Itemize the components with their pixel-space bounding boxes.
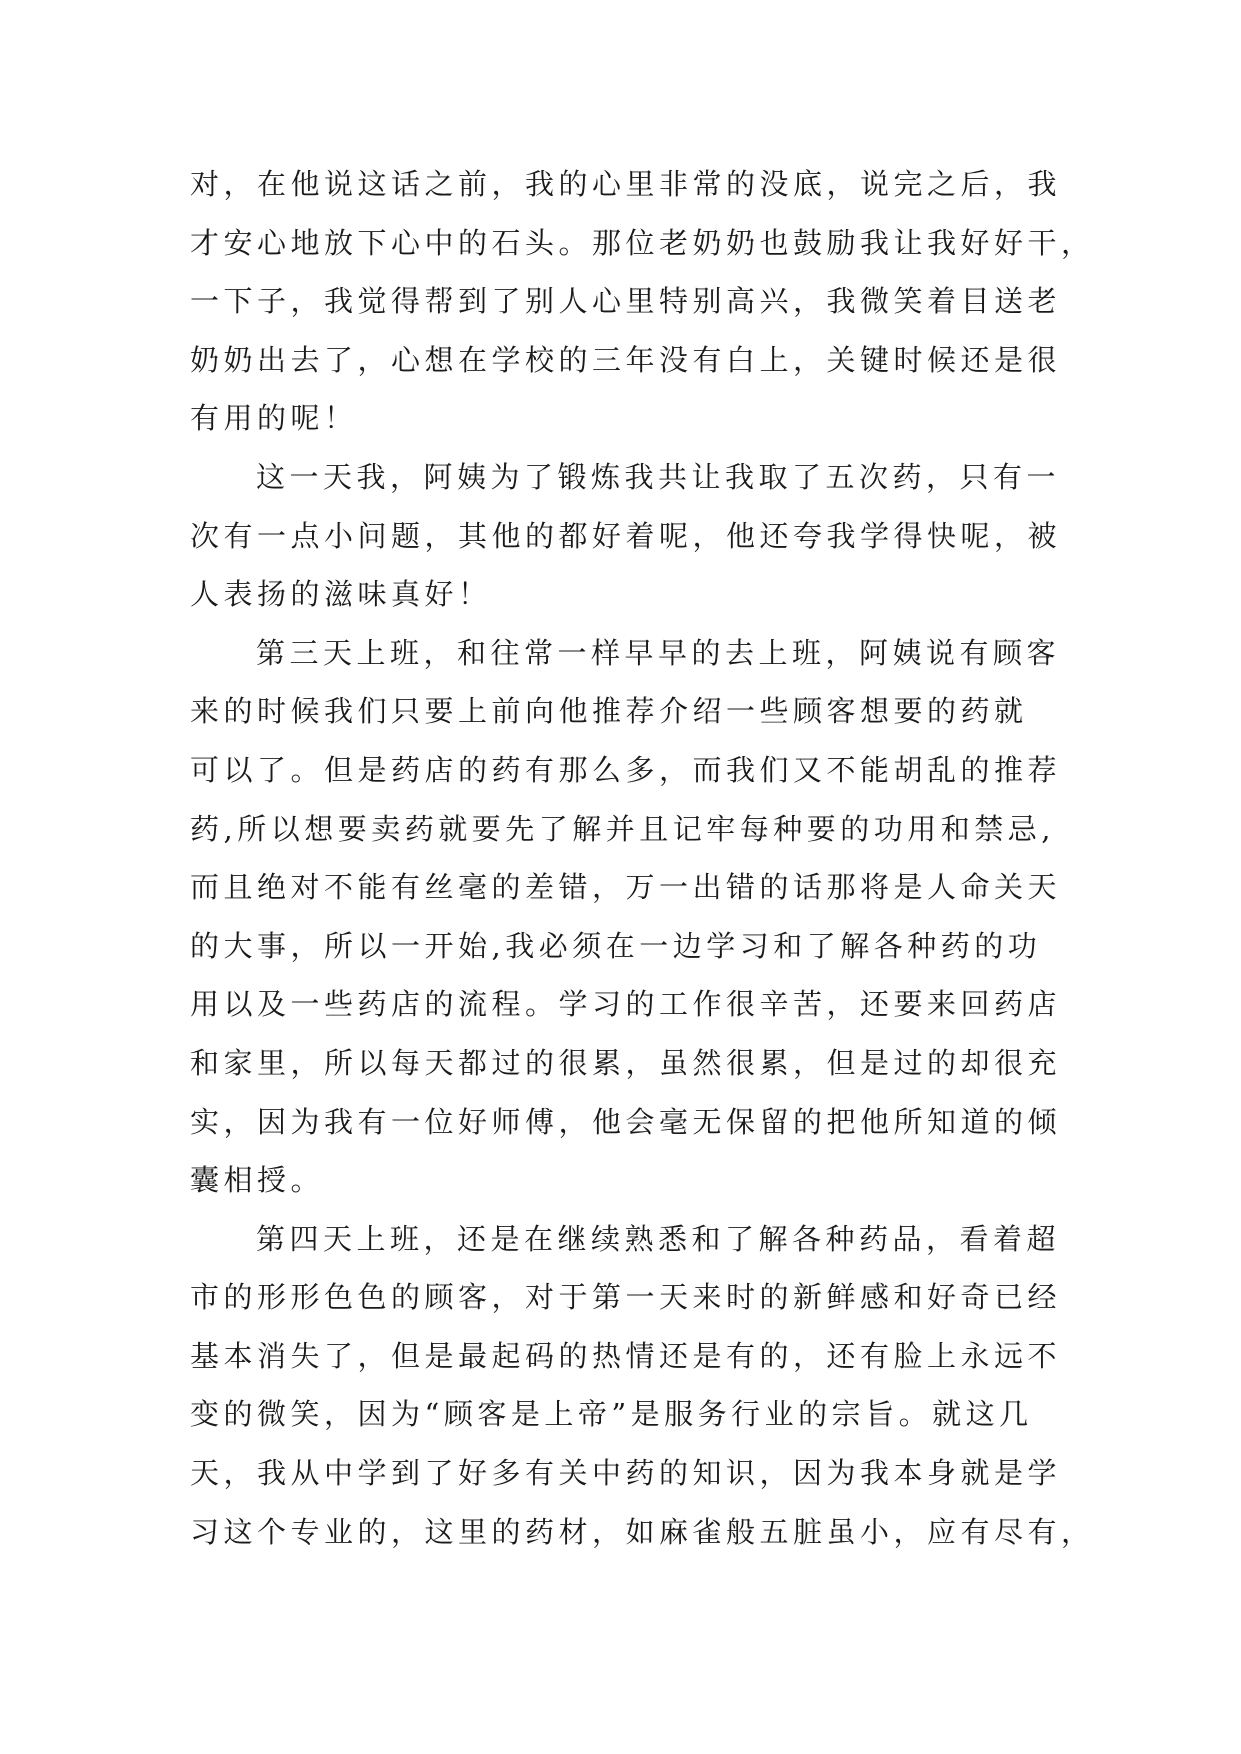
text-line: 囊相授。 (190, 1163, 325, 1198)
text-line: 有用的呢！ (190, 401, 358, 436)
text-line: 用以及一些药店的流程。学习的工作很辛苦，还要来回药店 (190, 987, 1062, 1022)
paragraph-first-line: 这一天我，阿姨为了锻炼我共让我取了五次药，只有一 (256, 459, 1061, 494)
text-line: 基本消失了，但是最起码的热情还是有的，还有脸上永远不 (190, 1338, 1062, 1373)
text-line: 次有一点小问题，其他的都好着呢，他还夸我学得快呢，被 (190, 518, 1062, 553)
text-line: 来的时候我们只要上前向他推荐介绍一些顾客想要的药就 (190, 694, 1028, 729)
text-line: 奶奶出去了，心想在学校的三年没有白上，关键时候还是很 (190, 342, 1062, 377)
text-line: 的大事，所以一开始,我必须在一边学习和了解各种药的功 (190, 928, 1042, 963)
text-line: 市的形形色色的顾客，对于第一天来时的新鲜感和好奇已经 (190, 1280, 1062, 1315)
paragraph-first-line: 第四天上班，还是在继续熟悉和了解各种药品，看着超 (256, 1221, 1061, 1256)
text-line: 人表扬的滋味真好！ (190, 577, 492, 612)
text-line: 对，在他说这话之前，我的心里非常的没底，说完之后，我 (190, 167, 1062, 201)
text-line: 和家里，所以每天都过的很累，虽然很累，但是过的却很充 (190, 1045, 1062, 1080)
text-line: 才安心地放下心中的石头。那位老奶奶也鼓励我让我好好干， (190, 225, 1095, 260)
text-line: 一下子，我觉得帮到了别人心里特别高兴，我微笑着目送老 (190, 284, 1062, 319)
text-line: 习这个专业的，这里的药材，如麻雀般五脏虽小，应有尽有， (190, 1514, 1095, 1549)
text-line: 实，因为我有一位好师傅，他会毫无保留的把他所知道的倾 (190, 1104, 1062, 1139)
text-line: 可以了。但是药店的药有那么多，而我们又不能胡乱的推荐 (190, 752, 1062, 787)
body-text (190, 155, 1095, 1561)
paragraph-first-line: 第三天上班，和往常一样早早的去上班，阿姨说有顾客 (256, 635, 1061, 670)
text-line: 变的微笑，因为“顾客是上帝”是服务行业的宗旨。就这几 (190, 1397, 1033, 1432)
text-line: 天，我从中学到了好多有关中药的知识，因为我本身就是学 (190, 1456, 1062, 1491)
text-line: 药,所以想要卖药就要先了解并且记牢每种要的功用和禁忌, (190, 811, 1055, 846)
text-line: 而且绝对不能有丝毫的差错，万一出错的话那将是人命关天 (190, 870, 1062, 905)
